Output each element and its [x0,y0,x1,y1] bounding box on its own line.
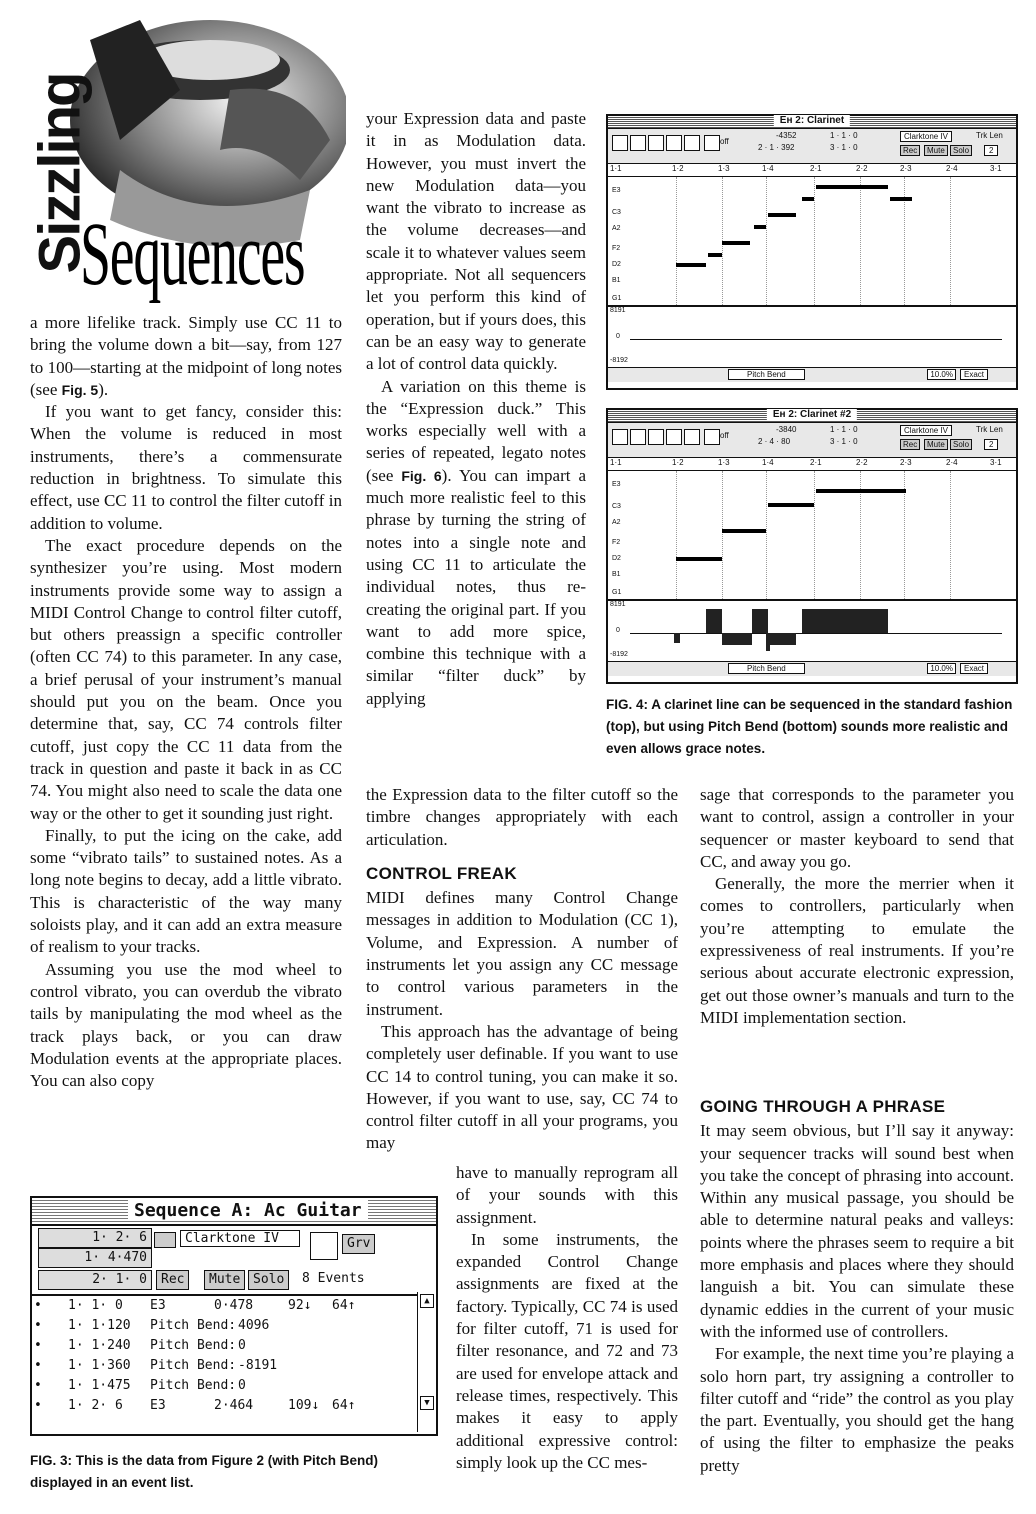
event-value: 2·464 [214,1398,254,1413]
event-rows [32,1296,436,1436]
speaker-icon[interactable] [612,429,628,445]
event-type: Pitch Bend: [150,1358,237,1373]
cc-max-label: 8191 [610,601,626,608]
column-3-top [700,784,1014,1029]
note[interactable] [676,557,722,561]
ruler-label: 2·4 [946,164,958,173]
pitch-label: B1 [612,571,621,578]
pitch-counter: -4352 [776,131,797,140]
cc-zero-label: 0 [616,627,620,634]
status-bar [608,368,1016,382]
note[interactable] [802,197,814,201]
paragraph: Generally, the more the merrier when it comes to controllers, particularly when you’re attempting to emulate the expressiveness of real instruments. If you’re serious about accurate electronic expression, get out those owner’s manuals and turn to the MIDI implementation section. [700,874,1014,1027]
pitch-label: D2 [612,555,621,562]
off-label: off [720,431,729,440]
speaker-icon[interactable] [612,135,628,151]
pitch-label: A2 [612,225,621,232]
ruler-label: 2·1 [810,458,822,467]
cc-min-label: -8192 [610,651,628,658]
ibeam-tool-icon[interactable] [666,135,682,151]
controller-select[interactable]: Pitch Bend [728,369,805,380]
ruler-label: 1·1 [610,458,622,467]
pencil-tool-icon[interactable] [684,429,700,445]
note[interactable] [890,197,912,201]
event-velocity: 92↓ [288,1298,312,1313]
track-length-label: Trk Len [976,425,1003,434]
paragraph [30,312,342,401]
ruler-label: 1·3 [718,164,730,173]
mute-button[interactable]: Mute [924,145,948,156]
pitch-label: C3 [612,209,621,216]
window-title: Sequence A: Ac Guitar [128,1200,368,1221]
note[interactable] [816,489,906,493]
ruler-label: 2·2 [856,164,868,173]
pitch-label: F2 [612,539,621,546]
event-value: 4096 [238,1318,270,1333]
event-value: 0 [238,1338,246,1353]
logo-sizzling: Sizzling [27,73,93,274]
solo-button[interactable]: Solo [950,145,972,156]
solo-button[interactable]: Solo [248,1270,289,1290]
paragraph: For example, the next time you’re playing a solo horn part, try assigning a controller to filter cutoff and “ride” the control as you play the part. Eventually, you should get the hang of using the filter to emphasize the peaks pretty [700,1344,1014,1475]
ruler-label: 1·2 [672,458,684,467]
scroll-up-icon[interactable]: ▲ [420,1294,434,1308]
step-record-icon[interactable] [704,429,720,445]
text: ). You can impart a much more realistic feel to this phrase by turning the string of notes into a single note and using CC 11 to articulate the individual notes, thus re-creating the original part. If you want to add more spice, combine this technique with a similar “filter duck” by applying [366,465,586,708]
event-value: 0·478 [214,1298,254,1313]
note[interactable] [768,213,796,217]
note[interactable] [754,225,766,229]
scrollbar[interactable] [417,1292,436,1432]
bullet: • [34,1398,42,1413]
pitch-label: B1 [612,277,621,284]
ruler [608,458,1016,471]
pitch-bend-event[interactable] [674,633,680,643]
event-type: E3 [150,1298,166,1313]
zoom-level[interactable]: 10.0% [927,369,956,380]
figure-caption: FIG. 3: This is the data from Figure 2 (with Pitch Bend) displayed in an event list. [30,1453,379,1490]
text: ). [98,379,109,399]
note[interactable] [676,263,706,267]
title-bar[interactable] [608,410,1016,423]
ruler-label: 1·4 [762,164,774,173]
note[interactable] [722,529,766,533]
section-heading: CONTROL FREAK [366,863,517,883]
scroll-down-icon[interactable]: ▼ [420,1396,434,1410]
pitch-label: E3 [612,187,621,194]
piano-roll-window [606,114,1018,390]
pencil-tool-icon[interactable] [684,135,700,151]
exact-button[interactable]: Exact [960,369,988,380]
table-row[interactable] [32,1316,436,1336]
marquee-tool-icon[interactable] [648,429,664,445]
event-time: 1· 1·240 [68,1338,131,1353]
event-time: 1· 1·475 [68,1378,131,1393]
event-time: 1· 1· 0 [68,1298,123,1313]
ruler-label: 1·3 [718,458,730,467]
event-type: Pitch Bend: [150,1338,237,1353]
title-bar[interactable] [608,116,1016,129]
rec-button[interactable]: Rec [900,439,920,450]
step-record-icon[interactable] [704,135,720,151]
window-title: Ен 2: Clarinet [774,115,850,127]
fig-ref: Fig. 6 [401,467,442,484]
mute-button[interactable]: Mute [924,439,948,450]
note-grid[interactable] [608,471,1016,601]
track-length-field[interactable]: 2 [984,439,998,450]
paragraph: Assuming you use the mod wheel to control vibrato, you can overdub the vibrato tails by manipulating the mod wheel as the track plays back, or you can draw Modulation events at the appropriate places. You can also copy [30,959,342,1091]
event-list-header [32,1226,436,1296]
end-counter: 3 · 1 · 0 [830,143,858,152]
table-row[interactable] [32,1376,436,1396]
bullet: • [34,1318,42,1333]
table-row[interactable] [32,1336,436,1356]
event-value: -8191 [238,1358,278,1373]
grv-button[interactable]: Grv [342,1234,375,1254]
logo-sequences: Sequences [80,205,305,304]
pitch-label: D2 [612,261,621,268]
paragraph: have to manually reprogram all of your sounds with this assignment. [456,1163,678,1227]
window-title: Ен 2: Clarinet #2 [767,409,857,421]
pitch-bend-event[interactable] [722,633,752,645]
bullet: • [34,1298,42,1313]
note[interactable] [708,253,722,257]
ibeam-tool-icon[interactable] [666,429,682,445]
exact-button[interactable]: Exact [960,663,988,674]
paragraph: the Expression data to the filter cutoff so the timbre changes appropriately with each articulation. [366,785,678,849]
event-type: Pitch Bend: [150,1318,237,1333]
ruler-label: 2·1 [810,164,822,173]
zoom-level[interactable]: 10.0% [927,663,956,674]
end-counter: 3 · 1 · 0 [830,437,858,446]
time-counter: 2 · 1 · 392 [758,143,795,152]
paragraph: MIDI defines many Control Change messages in addition to Modulation (CC 1), Volume, and Expression. A number of instruments let you assign any CC message to control various parameters in the instrument. [366,888,678,1019]
pitch-label: G1 [612,295,622,302]
instrument-select[interactable]: Clarktone IV [900,425,952,436]
hero-graphic [0,0,346,304]
select-tool-icon[interactable] [630,429,646,445]
track-length-label: Trk Len [976,131,1003,140]
pitch-label: C3 [612,503,621,510]
section-heading: GOING THROUGH A PHRASE [700,1097,946,1116]
table-row[interactable] [32,1356,436,1376]
paragraph: sage that corresponds to the parameter you want to control, assign a controller in your sequencer or master keyboard to send that CC, and away you go. [700,785,1014,871]
event-time: 1· 1·360 [68,1358,131,1373]
cc-min-label: -8192 [610,357,628,364]
paragraph [366,376,586,710]
track-length-field[interactable]: 2 [984,145,998,156]
ruler-label: 2·3 [900,458,912,467]
marquee-tool-icon[interactable] [648,135,664,151]
title-bar[interactable] [32,1198,436,1226]
toolbar [608,129,1016,164]
event-release: 64↑ [332,1398,356,1413]
bullet: • [34,1378,42,1393]
controller-lane[interactable] [608,307,1016,368]
event-velocity: 109↓ [288,1398,320,1413]
paragraph: Finally, to put the icing on the cake, add some “vibrato tails” to sustained notes. As a long note begins to decay, add a little vibrato. This is characteristic of the way many soloists play, and it can add an extra measure of realism to your tracks. [30,825,342,957]
event-release: 64↑ [332,1298,356,1313]
ruler-label: 1·4 [762,458,774,467]
table-row[interactable] [32,1396,436,1416]
event-time: 1· 1·120 [68,1318,131,1333]
ruler-label: 3·1 [990,164,1002,173]
table-row[interactable] [32,1296,436,1316]
note-grid[interactable] [608,177,1016,307]
paragraph: If you want to get fancy, consider this: When the volume is reduced in most instruments, there’s a commensurate reduction in brightness. To simulate this effect, use CC 11 to control the filter cutoff in addition to volume. [30,402,342,533]
pitch-bend-event[interactable] [706,609,722,633]
note[interactable] [768,503,814,507]
pitch-counter: -3840 [776,425,797,434]
paragraph: It may seem obvious, but I’ll say it anyway: your sequencer tracks will sound best when you take the concept of phrasing into account. Within any musical passage, you should be able to determine natural peaks and valleys: points where the phrases seem to require a bit more emphasis and places where they should languish a bit. You can simulate these dynamic eddies in the current of your music with the informed use of controllers. [700,1121,1014,1341]
paragraph: your Expression data and paste it in as Modulation data. However, you must invert the new Modulation data—you want the vibrato to increase as the volume decreases—and scale it to whatever values seem appropriate. Not all sequencers let you perform this kind of operation, but if yours does, this can be an easy way to generate a lot of control data quickly. [366,109,586,374]
pitch-bend-event[interactable] [802,609,888,633]
ruler-label: 3·1 [990,458,1002,467]
toolbar [608,423,1016,458]
pitch-label: G1 [612,589,622,596]
time-counter: 2 · 4 · 80 [758,437,791,446]
paragraph: This approach has the advantage of being completely user definable. If you want to use CC 14 to control tuning, you can make it so. However, if you want to use, say, CC 74 to control filter cutoff in all your programs, you may [366,1021,678,1153]
event-value: 0 [238,1378,246,1393]
filter-icon[interactable] [310,1232,338,1260]
column-2-top [366,108,586,710]
rec-button[interactable]: Rec [156,1270,189,1290]
column-3-bottom [700,1096,1014,1477]
solo-button[interactable]: Solo [950,439,972,450]
cc-max-label: 8191 [610,307,626,314]
controller-lane[interactable] [608,601,1016,662]
select-tool-icon[interactable] [630,135,646,151]
text: a more lifelike track. Simply use CC 11 to bring the volume down a bit—say, from 127 to 100—starting at the midpoint of long notes (see [30,313,342,399]
column-1 [30,312,342,1092]
note[interactable] [722,241,750,245]
bullet: • [34,1358,42,1373]
mute-button[interactable]: Mute [204,1270,245,1290]
keyboard-icon [154,1232,176,1248]
bullet: • [34,1338,42,1353]
ruler-label: 1·1 [610,164,622,173]
instrument-select[interactable]: Clarktone IV [180,1230,300,1247]
paragraph: The exact procedure depends on the synthesizer you’re using. Most modern instruments provide some way to assign a MIDI Control Change to control filter cutoff, but others preassign a specific controller (often CC 74) to this parameter. In any case, a brief perusal of your instrument’s manual should put you on the beam. Once you determine that, say, CC 74 controls filter cutoff, just copy the CC 11 data from the track in question and paste it back in as CC 74. You might also need to scale the data one way or the other to get it sounding just right. [30,535,342,823]
position-field[interactable]: 2· 1· 0 [38,1270,152,1290]
position-field[interactable]: 1· 2· 6 [38,1228,152,1248]
ruler-label: 2·2 [856,458,868,467]
piano-roll-window-2 [606,408,1018,684]
pitch-bend-event[interactable] [752,609,768,633]
ruler-label: 1·2 [672,164,684,173]
pitch-label: E3 [612,481,621,488]
event-count: 8 Events [302,1271,365,1286]
pitch-bend-event[interactable] [766,633,770,651]
ruler [608,164,1016,177]
note[interactable] [816,185,888,189]
paragraph: In some instruments, the expanded Control Change assignments are fixed at the factory. Typically, CC 74 is used for filter cutoff, 71 is used for filter resonance, and 72 and 73 are used for envelope attack and release times, respectively. This makes it easy to apply additional expressive control: simply look up the CC mes- [456,1229,678,1472]
text: A variation on this theme is the “Expression duck.” This works especially well with a series of repeated, legato notes (see [366,376,586,485]
rec-button[interactable]: Rec [900,145,920,156]
ruler-label: 2·4 [946,458,958,467]
column-2-middle [366,784,678,1155]
event-time: 1· 2· 6 [68,1398,123,1413]
status-bar [608,662,1016,676]
start-counter: 1 · 1 · 0 [830,131,858,140]
event-list-window [30,1196,438,1436]
start-counter: 1 · 1 · 0 [830,425,858,434]
cc-zero-label: 0 [616,333,620,340]
pitch-label: F2 [612,245,621,252]
instrument-select[interactable]: Clarktone IV [900,131,952,142]
pitch-bend-event[interactable] [768,633,796,645]
ruler-label: 2·3 [900,164,912,173]
pitch-label: A2 [612,519,621,526]
event-type: E3 [150,1398,166,1413]
column-2-bottom [456,1162,678,1474]
controller-select[interactable]: Pitch Bend [728,663,805,674]
event-type: Pitch Bend: [150,1378,237,1393]
position-field[interactable]: 1· 4·470 [38,1248,152,1268]
fig-ref: Fig. 5 [61,381,99,398]
figure-caption: FIG. 4: A clarinet line can be sequenced in the standard fashion (top), but using Pitch Bend (bottom) sounds more realistic and even allows grace notes. [606,697,1013,756]
off-label: off [720,137,729,146]
